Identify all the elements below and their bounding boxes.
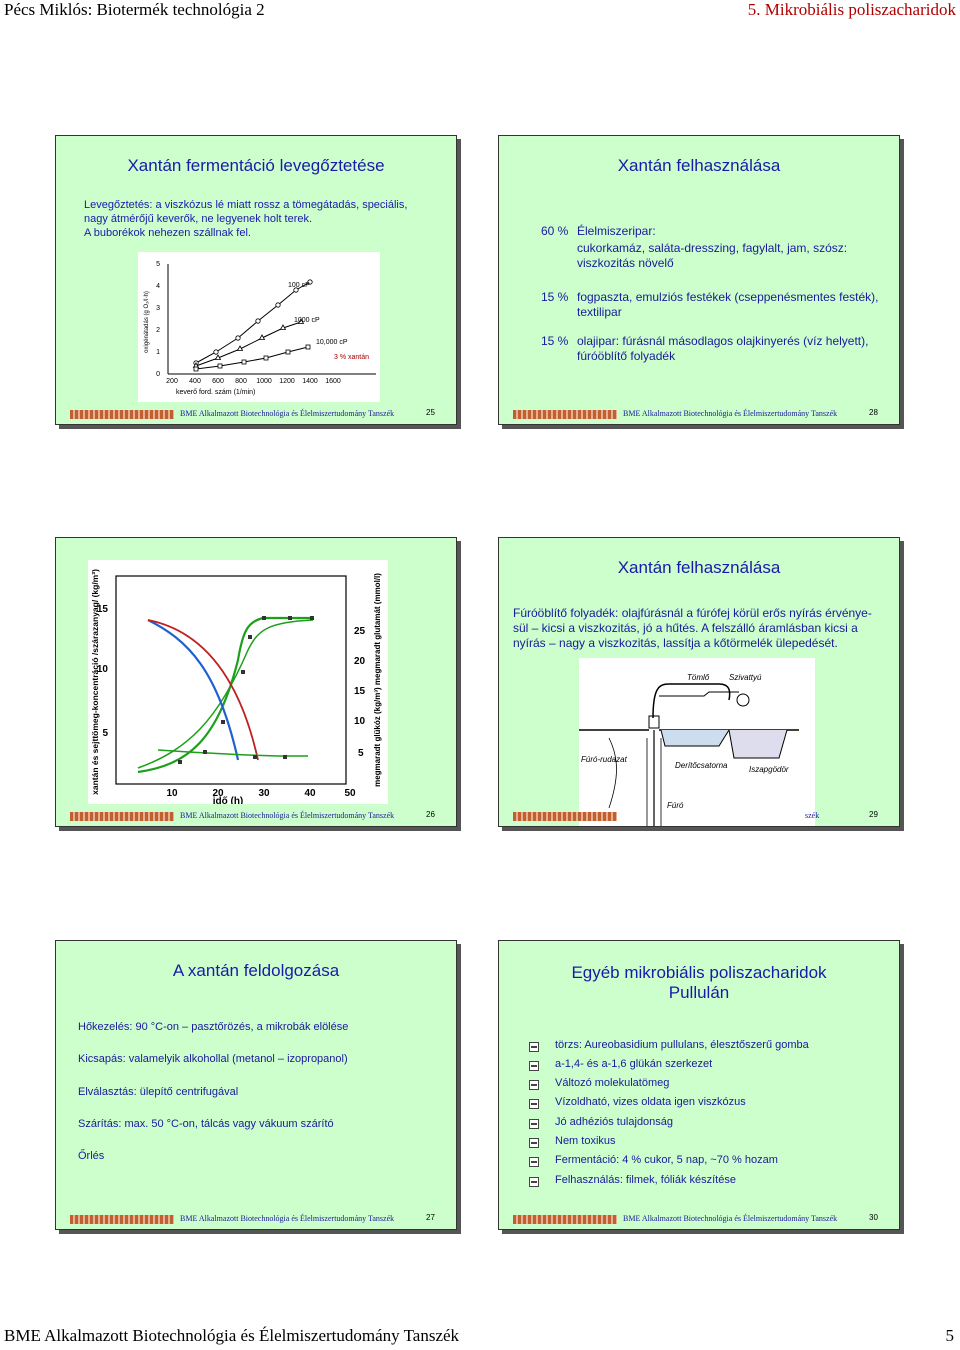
process-step: Elválasztás: ülepítő centrifugával xyxy=(78,1086,239,1098)
use-text: Élelmiszeripar: xyxy=(577,224,656,238)
footer-org: BME Alkalmazott Biotechnológia és Élelmiszertudomány Tanszék xyxy=(180,409,395,418)
slide-text-line: nyírás – nagy a viszkozitás, lassítja a kőtörmelék ülepedését. xyxy=(513,636,838,650)
footer-org: BME Alkalmazott Biotechnológia és Élelmiszertudomány Tanszék xyxy=(180,1214,395,1223)
bullet-text: Nem toxikus xyxy=(555,1135,616,1147)
xtick: 10 xyxy=(166,788,178,799)
slide-footer xyxy=(56,1211,456,1227)
slide-text-line: sül – kicsi a viszkozitás, jó a hűtés. A felszálló áramlásban kicsi a xyxy=(513,621,858,635)
footer-decoration xyxy=(513,1215,617,1224)
series-label: 100 cP xyxy=(288,282,310,289)
use-text: fogpaszta, emulziós festékek (cseppenésmentes festék), xyxy=(577,290,879,304)
left-ytick: 15 xyxy=(96,604,108,615)
footer-org: BME Alkalmazott Biotechnológia és Élelmiszertudomány Tanszék xyxy=(180,811,395,820)
bullet-text: Felhasználás: filmek, fóliák készítése xyxy=(555,1174,736,1186)
diagram-label: Iszapgödör xyxy=(749,765,789,774)
header-course-title: Pécs Miklós: Biotermék technológia 2 xyxy=(4,0,265,19)
bullet-icon xyxy=(529,1061,539,1071)
ytick: 5 xyxy=(156,261,160,268)
y-axis-label: oxigénátadás (g O₂/l·h) xyxy=(144,291,150,353)
bullet-text: Jó adhéziós tulajdonság xyxy=(555,1116,674,1128)
oxygen-transfer-chart xyxy=(138,252,380,402)
use-text: viszkozitás növelő xyxy=(577,256,674,270)
slide-text-line: Levegőztetés: a viszkózus lé miatt rossz a tömegátadás, speciális, xyxy=(84,199,408,211)
xtick: 1000 xyxy=(256,378,272,385)
diagram-label: Tömlő xyxy=(687,673,710,682)
footer-decoration xyxy=(70,410,174,419)
x-axis-label: idő (h) xyxy=(212,796,244,804)
footer-decoration xyxy=(70,812,174,821)
bullet-icon xyxy=(529,1042,539,1052)
bullet-icon xyxy=(529,1157,539,1167)
process-step: Hőkezelés: 90 °C-on – pasztőrözés, a mikrobák elölése xyxy=(78,1021,349,1033)
xtick: 200 xyxy=(166,378,178,385)
slide-number: 26 xyxy=(426,810,435,819)
slide-footer xyxy=(499,1211,899,1227)
footer-decoration xyxy=(513,410,617,419)
xtick: 1200 xyxy=(279,378,295,385)
percent-label: 60 % xyxy=(541,224,569,238)
slide-footer xyxy=(499,808,899,824)
left-ytick: 5 xyxy=(102,728,108,739)
slide-29 xyxy=(498,537,900,827)
slide-number: 25 xyxy=(426,408,435,417)
slide-title: Xantán felhasználása xyxy=(617,156,781,175)
footer-org: BME Alkalmazott Biotechnológia és Élelmiszertudomány Tanszék xyxy=(623,409,838,418)
use-text: olajipar: fúrásnál másodlagos olajkinyerés (víz helyett), xyxy=(577,334,869,348)
bullet-text: törzs: Aureobasidium pullulans, élesztőszerű gomba xyxy=(555,1039,809,1051)
footer-decoration xyxy=(513,812,617,821)
fermentation-time-course-chart xyxy=(88,560,388,804)
slide-text-line: A buborékok nehezen szállnak fel. xyxy=(84,227,251,239)
diagram-label: Derítőcsatorna xyxy=(675,761,728,770)
bullet-icon xyxy=(529,1080,539,1090)
right-ytick: 20 xyxy=(354,656,366,667)
slide-number: 30 xyxy=(869,1213,878,1222)
right-ytick: 25 xyxy=(354,626,366,637)
bullet-icon xyxy=(529,1177,539,1187)
page-number: 5 xyxy=(945,1326,954,1345)
slide-number: 27 xyxy=(426,1213,435,1222)
slide-footer xyxy=(56,808,456,824)
ytick: 4 xyxy=(156,283,160,290)
footer-org-fragment: szék xyxy=(805,811,820,820)
footer-decoration xyxy=(70,1215,174,1224)
slide-number: 28 xyxy=(869,408,878,417)
ytick: 0 xyxy=(156,371,160,378)
xtick: 40 xyxy=(304,788,316,799)
diagram-label: Szivattyú xyxy=(729,673,762,682)
page-header xyxy=(0,0,960,22)
drilling-fluid-diagram xyxy=(579,658,815,826)
series-label: 10,000 cP xyxy=(316,339,348,346)
slide-25 xyxy=(55,135,457,425)
slide-title: A xantán feldolgozása xyxy=(172,961,340,980)
slide-28 xyxy=(498,135,900,425)
right-ytick: 15 xyxy=(354,686,366,697)
process-step: Szárítás: max. 50 °C-on, tálcás vagy vákuum szárító xyxy=(78,1118,334,1130)
header-chapter-title: 5. Mikrobiális poliszacharidok xyxy=(747,0,956,19)
slide-30 xyxy=(498,940,900,1230)
use-text: cukorkamáz, saláta-dresszing, fagylalt, jam, szósz: xyxy=(577,241,848,255)
bullet-text: a-1,4- és a-1,6 glükán szerkezet xyxy=(555,1058,713,1070)
percent-label: 15 % xyxy=(541,334,569,348)
slide-title: Xantán fermentáció levegőztetése xyxy=(127,156,385,175)
diagram-label: Fúró xyxy=(667,801,684,810)
process-step: Kicsapás: valamelyik alkohollal (metanol – izopropanol) xyxy=(78,1053,348,1065)
ytick: 1 xyxy=(156,349,160,356)
right-axis-label: megmaradt glükóz (kg/m³) megmaradt glutamát (mmol/l) xyxy=(373,573,382,787)
xtick: 20 xyxy=(212,788,224,799)
footer-department: BME Alkalmazott Biotechnológia és Élelmiszertudomány Tanszék xyxy=(4,1326,460,1345)
slide-footer xyxy=(499,406,899,422)
slide-title: Xantán felhasználása xyxy=(617,558,781,577)
series-label: 1000 cP xyxy=(294,317,320,324)
use-text: textilipar xyxy=(577,305,622,319)
slide-26 xyxy=(55,537,457,827)
xtick: 600 xyxy=(212,378,224,385)
right-ytick: 10 xyxy=(354,716,366,727)
footer-org: BME Alkalmazott Biotechnológia és Élelmiszertudomány Tanszék xyxy=(623,1214,838,1223)
slide-subtitle: Pullulán xyxy=(668,983,730,1002)
bullet-text: Változó molekulatömeg xyxy=(555,1077,670,1089)
xtick: 400 xyxy=(189,378,201,385)
slide-text-line: nagy átmérőjű keverők, ne legyenek holt terek. xyxy=(84,213,313,225)
ytick: 3 xyxy=(156,305,160,312)
left-ytick: 10 xyxy=(96,664,108,675)
xtick: 1600 xyxy=(325,378,341,385)
slide-number: 29 xyxy=(869,810,878,819)
percent-label: 15 % xyxy=(541,290,569,304)
x-axis-label: keverő ford. szám (1/min) xyxy=(176,389,256,396)
diagram-label: Fúró-rudazat xyxy=(581,755,627,764)
bullet-icon xyxy=(529,1099,539,1109)
slide-text-line: Fúróöblítő folyadék: olajfúrásnál a fúrófej körül erős nyírás érvénye- xyxy=(513,606,872,620)
ytick: 2 xyxy=(156,327,160,334)
bullet-text: Fermentáció: 4 % cukor, 5 nap, ~70 % hozam xyxy=(555,1154,778,1166)
left-axis-label: xantán és sejttömeg-koncentráció /szárazanyag/ (kg/m³) xyxy=(90,569,100,795)
use-text: fúróöblítő folyadék xyxy=(577,349,676,363)
xtick: 1400 xyxy=(302,378,318,385)
bullet-icon xyxy=(529,1119,539,1129)
xtick: 30 xyxy=(258,788,270,799)
slide-27 xyxy=(55,940,457,1230)
process-step: Őrlés xyxy=(78,1150,105,1162)
right-ytick: 5 xyxy=(358,748,364,759)
series-label: 3 % xantán xyxy=(334,354,370,361)
slide-footer xyxy=(56,406,456,422)
slide-title: Egyéb mikrobiális poliszacharidok xyxy=(571,963,827,982)
bullet-icon xyxy=(529,1138,539,1148)
xtick: 50 xyxy=(344,788,356,799)
bullet-text: Vízoldható, vizes oldata igen viszkózus xyxy=(555,1096,746,1108)
xtick: 800 xyxy=(235,378,247,385)
